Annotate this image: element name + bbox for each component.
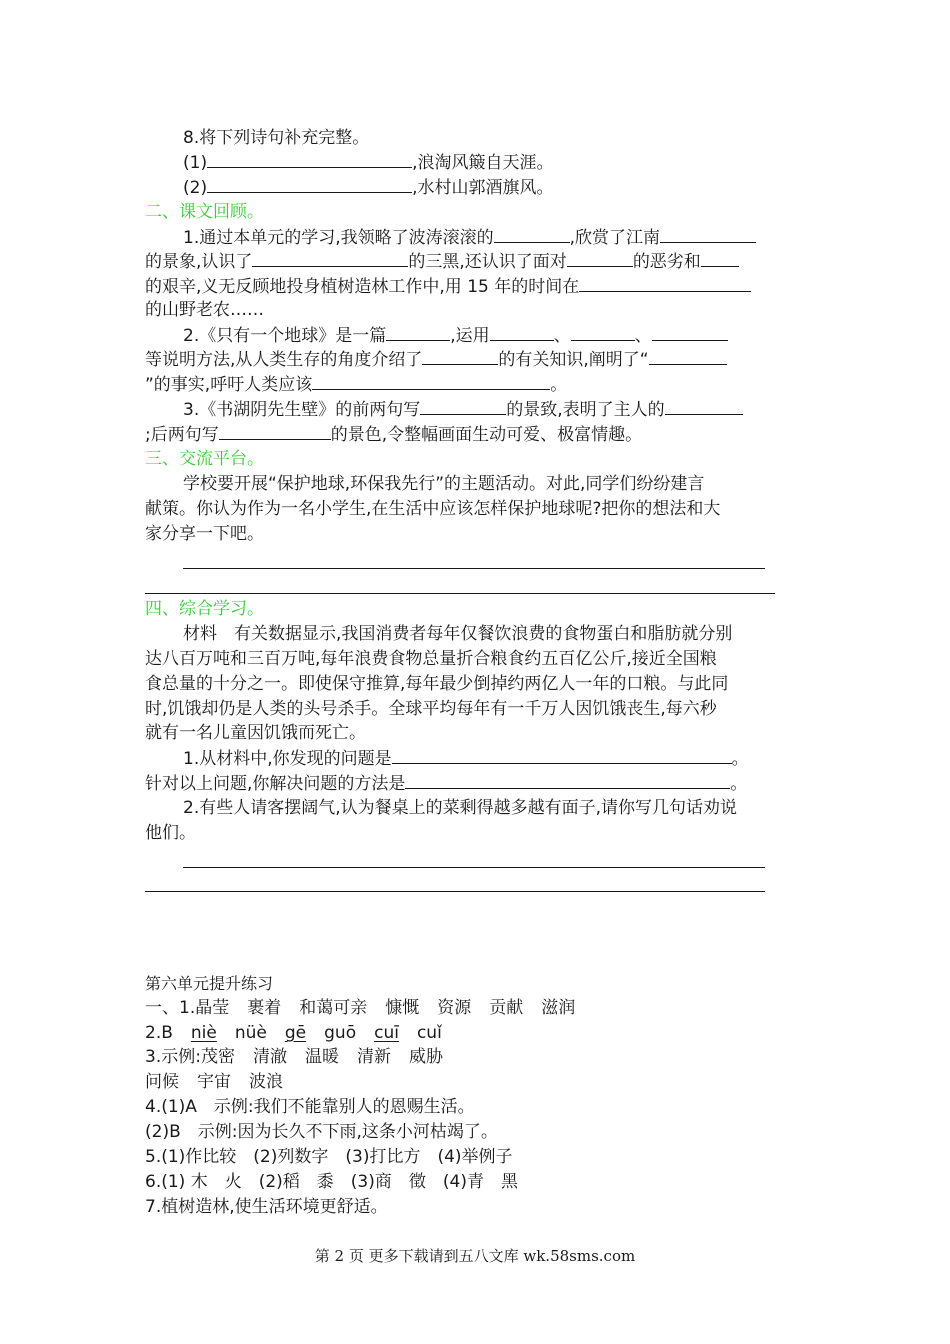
sec4-q1-line2: 针对以上问题,你解决问题的方法是 。 [145,771,747,796]
answer-blank[interactable] [405,771,730,789]
material-line1: 材料 有关数据显示,我国消费者每年仅餐饮浪费的食物蛋白和脂肪就分别 [183,624,733,644]
answer-blank[interactable] [649,347,727,365]
answer-blank[interactable] [386,323,450,341]
section-heading-comprehensive: 四、综合学习。 [145,599,264,619]
answer-blank[interactable] [422,347,498,365]
answer-blank[interactable] [652,323,728,341]
writing-line[interactable] [145,593,775,594]
answer-3-line1: 3.示例:茂密 清澈 温暖 清新 威胁 [145,1047,443,1067]
writing-line[interactable] [145,891,765,892]
answer-4-line2: (2)B 示例:因为长久不下雨,这条小河枯竭了。 [145,1122,498,1142]
answer-blank[interactable] [252,249,408,267]
answer-blank[interactable] [701,249,739,267]
answer-blank[interactable] [665,397,743,415]
answer-blank[interactable] [571,323,635,341]
sec2-p1-line1: 1.通过本单元的学习,我领略了波涛滚滚的 ,欣赏了江南 [183,225,756,250]
answer-blank[interactable] [579,274,751,292]
answer-5: 5.(1)作比较 (2)列数字 (3)打比方 (4)举例子 [145,1147,513,1167]
answer-3-line2: 问候 宇宙 波浪 [145,1072,283,1092]
sec2-p2-line3: ”的事实,呼吁人类应该 。 [145,372,567,397]
answer-blank[interactable] [312,372,550,390]
answer-4-line1: 4.(1)A 示例:我们不能靠别人的恩赐生活。 [145,1097,475,1117]
material-line5: 就有一名儿童因饥饿而死亡。 [145,723,366,743]
sec2-p1-line4: 的山野老农…… [145,300,264,320]
material-line2: 达八百万吨和三百万吨,每年浪费食物总量折合粮食约五百亿公斤,接近全国粮 [145,649,717,669]
answer-blank[interactable] [490,323,554,341]
answer-7: 7.植树造林,使生活环境更舒适。 [145,1197,388,1217]
sec4-q2-line1: 2.有些人请客摆阔气,认为餐桌上的菜剩得越多越有面子,请你写几句话劝说 [183,798,738,818]
sec3-line3: 家分享一下吧。 [145,524,264,544]
material-line4: 时,饥饿却仍是人类的头号杀手。全球平均每年有一千万人因饥饿丧生,每六秒 [145,699,717,719]
q8-line-1: (1) ,浪淘风簸自天涯。 [183,150,554,175]
section-heading-review: 二、课文回顾。 [145,202,264,222]
q8-title: 8.将下列诗句补充完整。 [183,128,370,148]
answer-blank[interactable] [207,175,412,193]
answer-blank[interactable] [392,746,732,764]
writing-line[interactable] [183,568,765,569]
answer-1: 一、1.晶莹 裹着 和蔼可亲 慷慨 资源 贡献 滋润 [145,998,576,1018]
answer-blank[interactable] [567,249,633,267]
sec3-line1: 学校要开展“保护地球,环保我先行”的主题活动。对此,同学们纷纷建言 [183,474,705,494]
answer-blank[interactable] [660,225,756,243]
sec4-q1-line1: 1.从材料中,你发现的问题是 。 [183,746,749,771]
section-heading-exchange: 三、交流平台。 [145,449,264,469]
q8-line-2: (2) ,水村山郭酒旗风。 [183,175,554,200]
sec2-p1-line3: 的艰辛,义无反顾地投身植树造林工作中,用 15 年的时间在 [145,274,751,299]
sec2-p3-line1: 3.《书湖阴先生壁》的前两句写 的景致,表明了主人的 [183,397,743,422]
answers-title: 第六单元提升练习 [145,974,274,993]
sec4-q2-line2: 他们。 [145,823,196,843]
answer-6: 6.(1) 木 火 (2)稻 黍 (3)商 徵 (4)青 黑 [145,1172,518,1192]
answer-blank[interactable] [219,422,331,440]
sec2-p1-line2: 的景象,认识了 的三黑,还认识了面对 的恶劣和 [145,249,739,274]
writing-line[interactable] [183,867,765,868]
sec2-p2-line1: 2.《只有一个地球》是一篇 ,运用 、 、 [183,323,728,348]
sec3-line2: 献策。你认为作为一名小学生,在生活中应该怎样保护地球呢?把你的想法和大 [145,499,721,519]
sec2-p2-line2: 等说明方法,从人类生存的角度介绍了 的有关知识,阐明了“ [145,347,727,372]
answer-blank[interactable] [420,397,506,415]
answer-blank[interactable] [494,225,570,243]
answer-2: 2.B niè nüè gē guō cuī cuǐ [145,1023,442,1043]
answer-blank[interactable] [207,150,412,168]
material-line3: 食总量的十分之一。即使保守推算,每年最少倒掉约两亿人一年的口粮。与此同 [145,674,729,694]
sec2-p3-line2: ;后两句写 的景色,令整幅画面生动可爱、极富情趣。 [145,422,642,447]
page-footer: 第 2 页 更多下载请到五八文库 wk.58sms.com [314,1247,636,1265]
